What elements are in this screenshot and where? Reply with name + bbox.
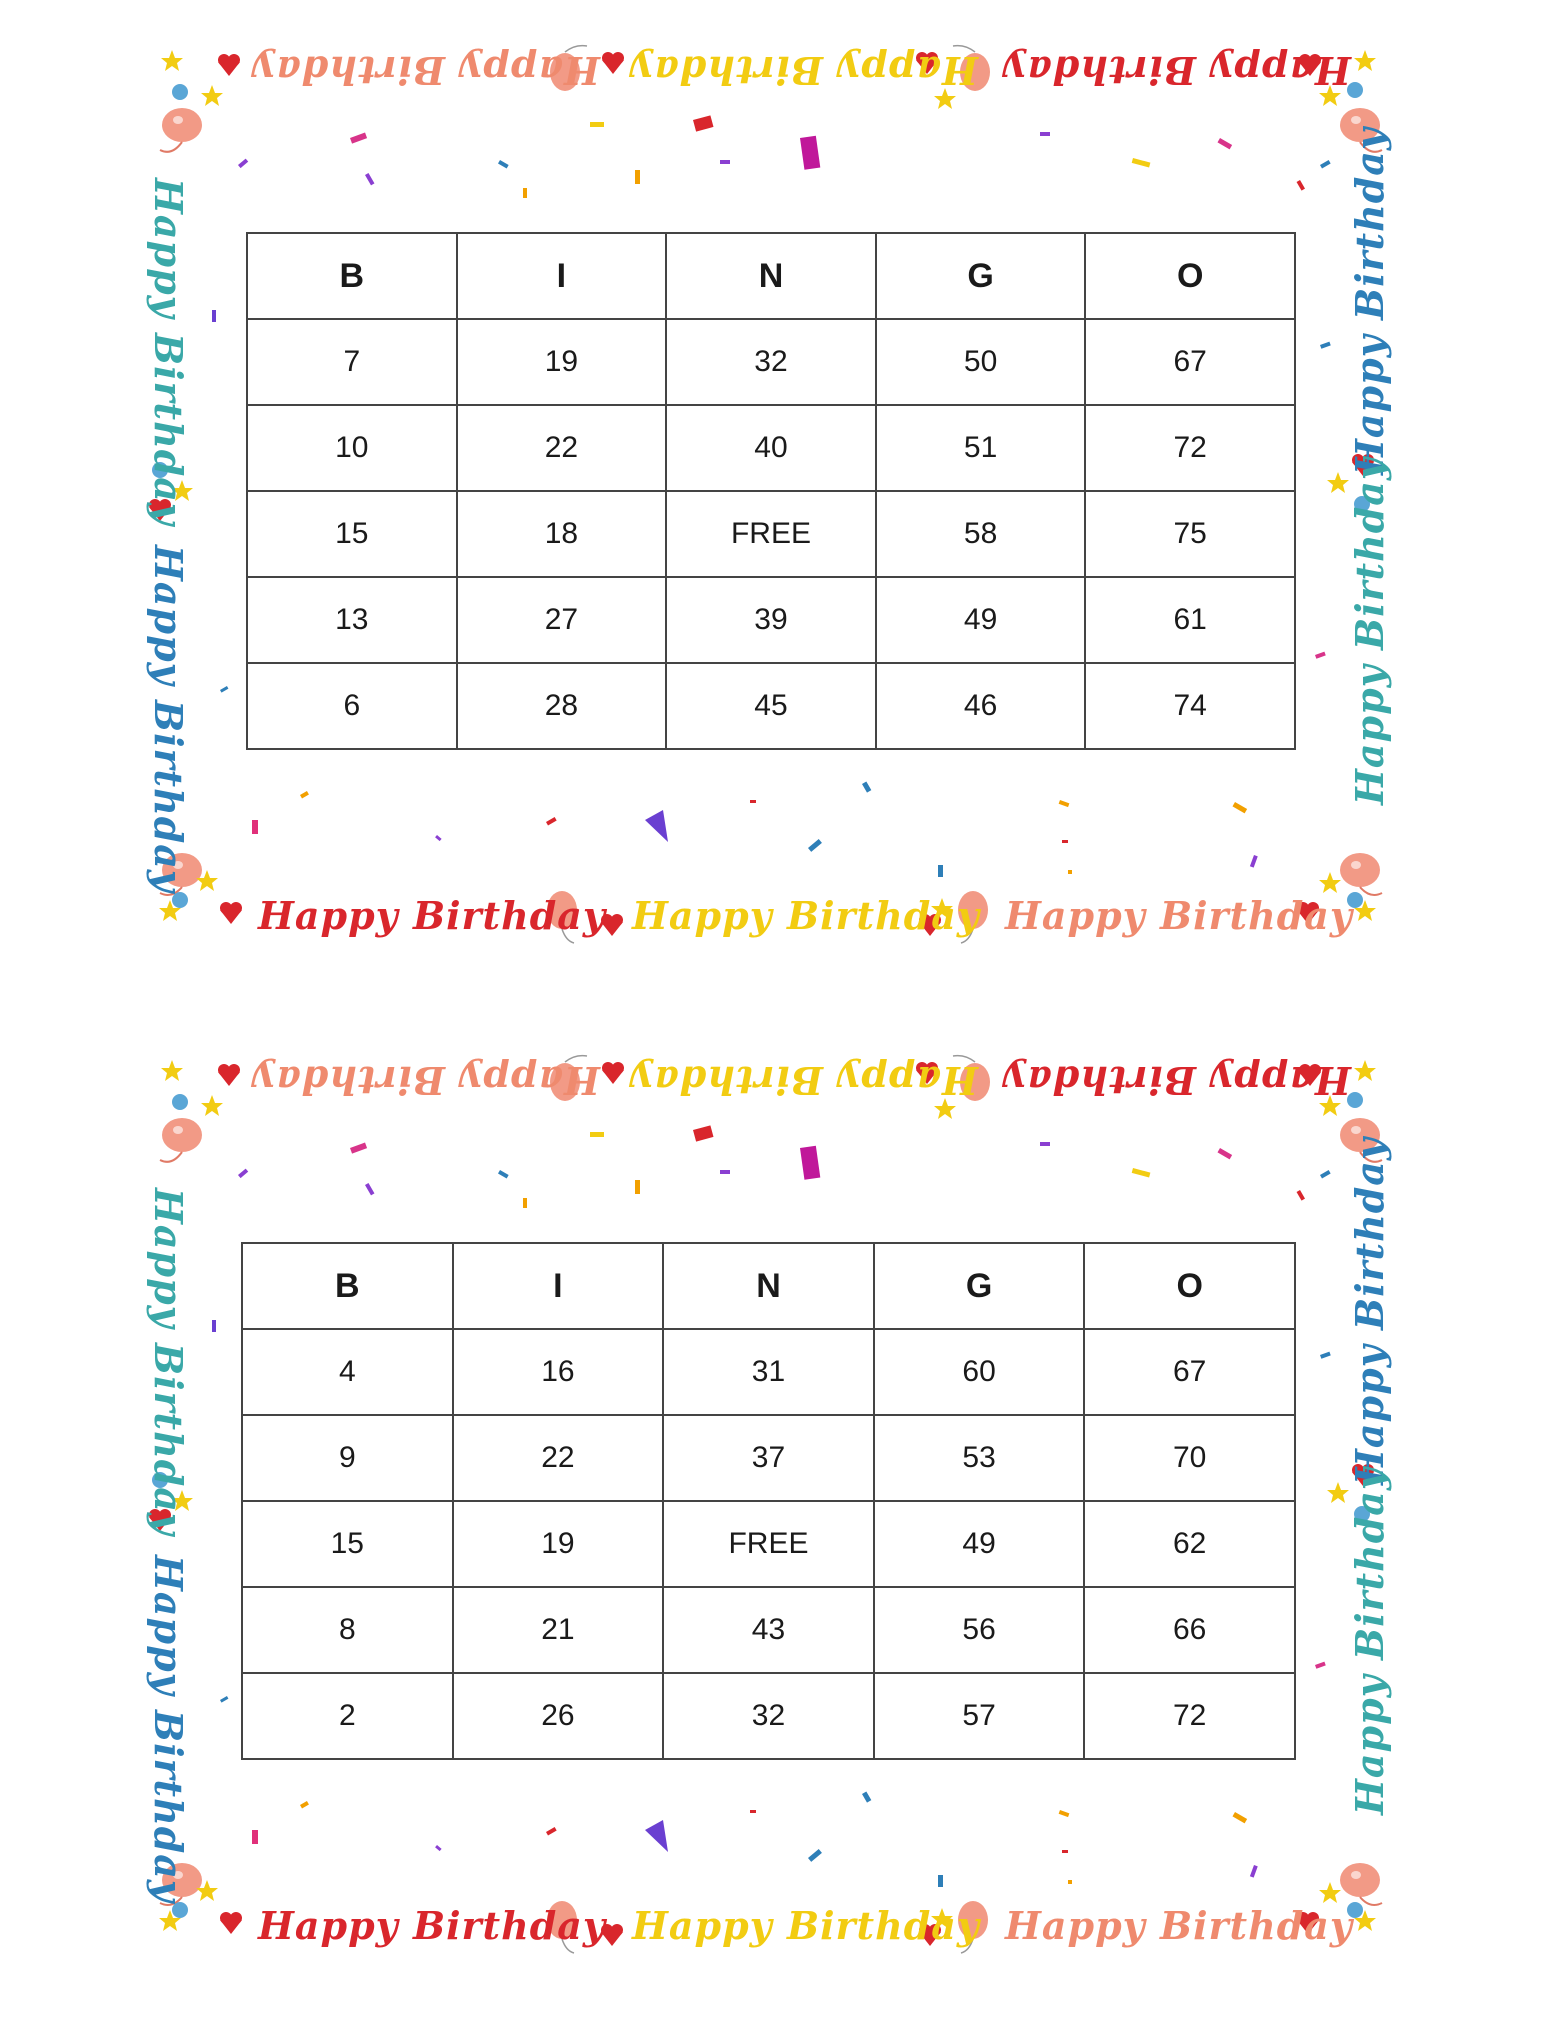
bingo-cell: 7 xyxy=(247,319,457,405)
bingo-grid xyxy=(241,1242,1296,1760)
bingo-cell: 28 xyxy=(457,663,667,749)
bingo-cell: 75 xyxy=(1085,491,1295,577)
bingo-cell: 57 xyxy=(874,1673,1085,1759)
bingo-header-row xyxy=(242,1243,1295,1329)
border-text-bottom-3: Happy Birthday xyxy=(1005,1903,1354,1948)
bingo-cell: 4 xyxy=(242,1329,453,1415)
border-text-right-1: Happy Birthday xyxy=(1347,1136,1392,1485)
border-text-left-2: Happy Birthday xyxy=(146,545,191,894)
border-text-top-2: Happy Birthday xyxy=(630,1058,979,1103)
bingo-cell: 13 xyxy=(247,577,457,663)
bingo-cell: 40 xyxy=(666,405,876,491)
bingo-cell: 32 xyxy=(663,1673,874,1759)
bingo-cell: 15 xyxy=(247,491,457,577)
column-header: O xyxy=(1084,1243,1295,1329)
border-text-bottom-1: Happy Birthday xyxy=(258,1903,607,1948)
bingo-cell: 58 xyxy=(876,491,1086,577)
bingo-cell: 31 xyxy=(663,1329,874,1415)
bingo-cell: 56 xyxy=(874,1587,1085,1673)
bingo-cell: 32 xyxy=(666,319,876,405)
bingo-row xyxy=(242,1587,1295,1673)
column-header: O xyxy=(1085,233,1295,319)
free-space-cell: FREE xyxy=(666,491,876,577)
bingo-row xyxy=(247,577,1295,663)
bingo-cell: 53 xyxy=(874,1415,1085,1501)
bingo-cell: 16 xyxy=(453,1329,664,1415)
border-text-bottom-2: Happy Birthday xyxy=(632,893,981,938)
column-header: I xyxy=(453,1243,664,1329)
bingo-cell: 18 xyxy=(457,491,667,577)
bingo-cell: 22 xyxy=(457,405,667,491)
bingo-cell: 37 xyxy=(663,1415,874,1501)
bingo-cell: 62 xyxy=(1084,1501,1295,1587)
bingo-cell: 61 xyxy=(1085,577,1295,663)
bingo-cell: 46 xyxy=(876,663,1086,749)
bingo-cell: 2 xyxy=(242,1673,453,1759)
bingo-cell: 19 xyxy=(457,319,667,405)
bingo-row xyxy=(247,319,1295,405)
border-text-bottom-3: Happy Birthday xyxy=(1005,893,1354,938)
bingo-cell: 27 xyxy=(457,577,667,663)
bingo-cell: 19 xyxy=(453,1501,664,1587)
border-text-left-2: Happy Birthday xyxy=(146,1555,191,1904)
bingo-cell: 51 xyxy=(876,405,1086,491)
bingo-cell: 26 xyxy=(453,1673,664,1759)
bingo-row xyxy=(242,1415,1295,1501)
column-header: G xyxy=(874,1243,1085,1329)
border-text-top-1: Happy Birthday xyxy=(252,48,601,93)
bingo-cell: 72 xyxy=(1085,405,1295,491)
bingo-cell: 50 xyxy=(876,319,1086,405)
bingo-cell: 8 xyxy=(242,1587,453,1673)
bingo-cell: 72 xyxy=(1084,1673,1295,1759)
bingo-row xyxy=(247,663,1295,749)
border-text-right-1: Happy Birthday xyxy=(1347,126,1392,475)
border-text-bottom-2: Happy Birthday xyxy=(632,1903,981,1948)
bingo-cell: 74 xyxy=(1085,663,1295,749)
bingo-row xyxy=(242,1673,1295,1759)
bingo-cell: 43 xyxy=(663,1587,874,1673)
bingo-cell: 6 xyxy=(247,663,457,749)
border-text-left-1: Happy Birthday xyxy=(146,1188,191,1537)
bingo-row xyxy=(247,405,1295,491)
bingo-cell: 67 xyxy=(1085,319,1295,405)
bingo-cell: 45 xyxy=(666,663,876,749)
border-text-left-1: Happy Birthday xyxy=(146,178,191,527)
bingo-header-row xyxy=(247,233,1295,319)
column-header: I xyxy=(457,233,667,319)
border-text-right-2: Happy Birthday xyxy=(1347,456,1392,805)
bingo-card-1 xyxy=(0,30,1545,1010)
bingo-cell: 49 xyxy=(874,1501,1085,1587)
bingo-cell: 67 xyxy=(1084,1329,1295,1415)
border-text-top-3: Happy Birthday xyxy=(1003,48,1352,93)
bingo-cell: 39 xyxy=(666,577,876,663)
bingo-cell: 15 xyxy=(242,1501,453,1587)
border-text-right-2: Happy Birthday xyxy=(1347,1466,1392,1815)
bingo-row xyxy=(247,491,1295,577)
bingo-row xyxy=(242,1329,1295,1415)
column-header: N xyxy=(666,233,876,319)
bingo-cell: 21 xyxy=(453,1587,664,1673)
column-header: N xyxy=(663,1243,874,1329)
column-header: B xyxy=(242,1243,453,1329)
border-text-bottom-1: Happy Birthday xyxy=(258,893,607,938)
border-text-top-2: Happy Birthday xyxy=(630,48,979,93)
bingo-cell: 49 xyxy=(876,577,1086,663)
bingo-cell: 22 xyxy=(453,1415,664,1501)
bingo-cell: 60 xyxy=(874,1329,1085,1415)
free-space-cell: FREE xyxy=(663,1501,874,1587)
bingo-cell: 66 xyxy=(1084,1587,1295,1673)
bingo-card-2 xyxy=(0,1040,1545,2020)
border-text-top-3: Happy Birthday xyxy=(1003,1058,1352,1103)
bingo-cell: 70 xyxy=(1084,1415,1295,1501)
bingo-row xyxy=(242,1501,1295,1587)
column-header: G xyxy=(876,233,1086,319)
border-text-top-1: Happy Birthday xyxy=(252,1058,601,1103)
bingo-cell: 9 xyxy=(242,1415,453,1501)
bingo-cell: 10 xyxy=(247,405,457,491)
bingo-grid xyxy=(246,232,1296,750)
column-header: B xyxy=(247,233,457,319)
